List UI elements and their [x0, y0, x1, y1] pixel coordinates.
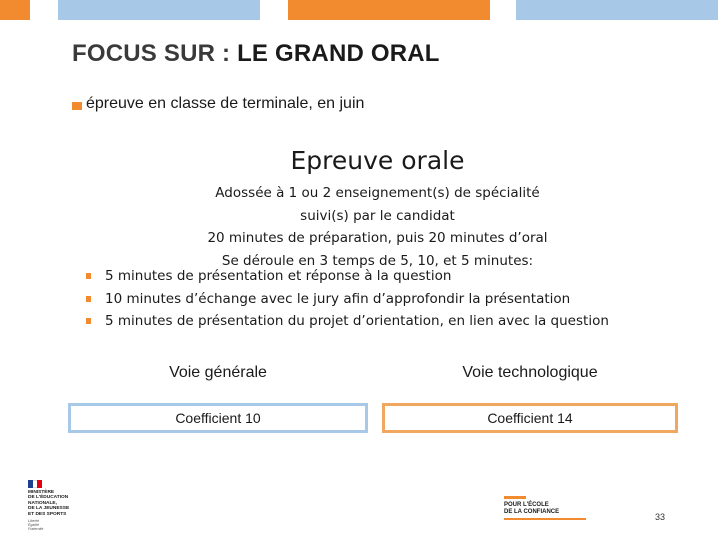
ministry-logo — [28, 480, 88, 532]
logo-accent-bar — [504, 496, 526, 499]
section-description — [0, 182, 720, 272]
top-bar-orange-2 — [288, 0, 490, 20]
republic-motto: Liberté Égalité Fraternité — [28, 519, 44, 532]
title-main: LE GRAND ORAL — [230, 40, 440, 67]
square-bullet-icon — [86, 318, 91, 324]
description-line: suivi(s) par le candidat — [300, 207, 455, 224]
top-bar-blue-1 — [58, 0, 260, 20]
ministry-name: MINISTÈRE DE L'ÉDUCATION NATIONALE, DE LA JEUNESSE ET DES SPORTS — [28, 490, 70, 517]
list-item — [86, 310, 609, 333]
description-line: Se déroule en 3 temps de 5, 10, et 5 minutes: — [221, 252, 534, 269]
list-item-text: 10 minutes d’échange avec le jury afin d’approfondir la présentation — [105, 290, 571, 307]
description-line: 20 minutes de préparation, puis 20 minutes d’oral — [207, 230, 548, 246]
page-title — [72, 40, 440, 68]
list-item-text: 5 minutes de présentation et réponse à la question — [105, 268, 452, 284]
description-line: Adossée à 1 ou 2 enseignement(s) de spécialité — [215, 185, 540, 201]
voie-technologique-label: Voie technologique — [462, 364, 598, 381]
square-bullet-icon — [86, 273, 91, 279]
list-item — [86, 265, 609, 288]
coefficient-technologique-text: Coefficient 14 — [487, 410, 573, 426]
list-item — [86, 288, 609, 311]
coefficient-generale-text: Coefficient 10 — [175, 410, 261, 426]
logo-underline — [504, 518, 586, 520]
square-bullet-icon — [86, 296, 91, 302]
list-item-text: 5 minutes de présentation du projet d’orientation, en lien avec la question — [105, 313, 609, 329]
intro-bullet-text: épreuve en classe de terminale, en juin — [86, 95, 365, 112]
voie-generale-label: Voie générale — [169, 364, 267, 381]
section-heading: Epreuve orale — [290, 146, 465, 175]
title-prefix: FOCUS SUR : — [72, 40, 231, 67]
logo-text-line: DE LA CONFIANCE — [504, 509, 560, 515]
top-bar-blue-2 — [516, 0, 718, 20]
coefficient-technologique-box — [382, 403, 678, 433]
square-bullet-icon — [72, 102, 82, 110]
top-bar-orange-1 — [0, 0, 30, 20]
timing-list — [86, 265, 609, 333]
intro-bullet — [72, 95, 364, 113]
french-flag-icon — [28, 480, 42, 488]
ecole-confiance-logo — [504, 496, 594, 520]
coefficient-generale-box — [68, 403, 368, 433]
page-number: 33 — [654, 512, 665, 522]
logo-text-line: POUR L'ÉCOLE — [504, 502, 549, 508]
